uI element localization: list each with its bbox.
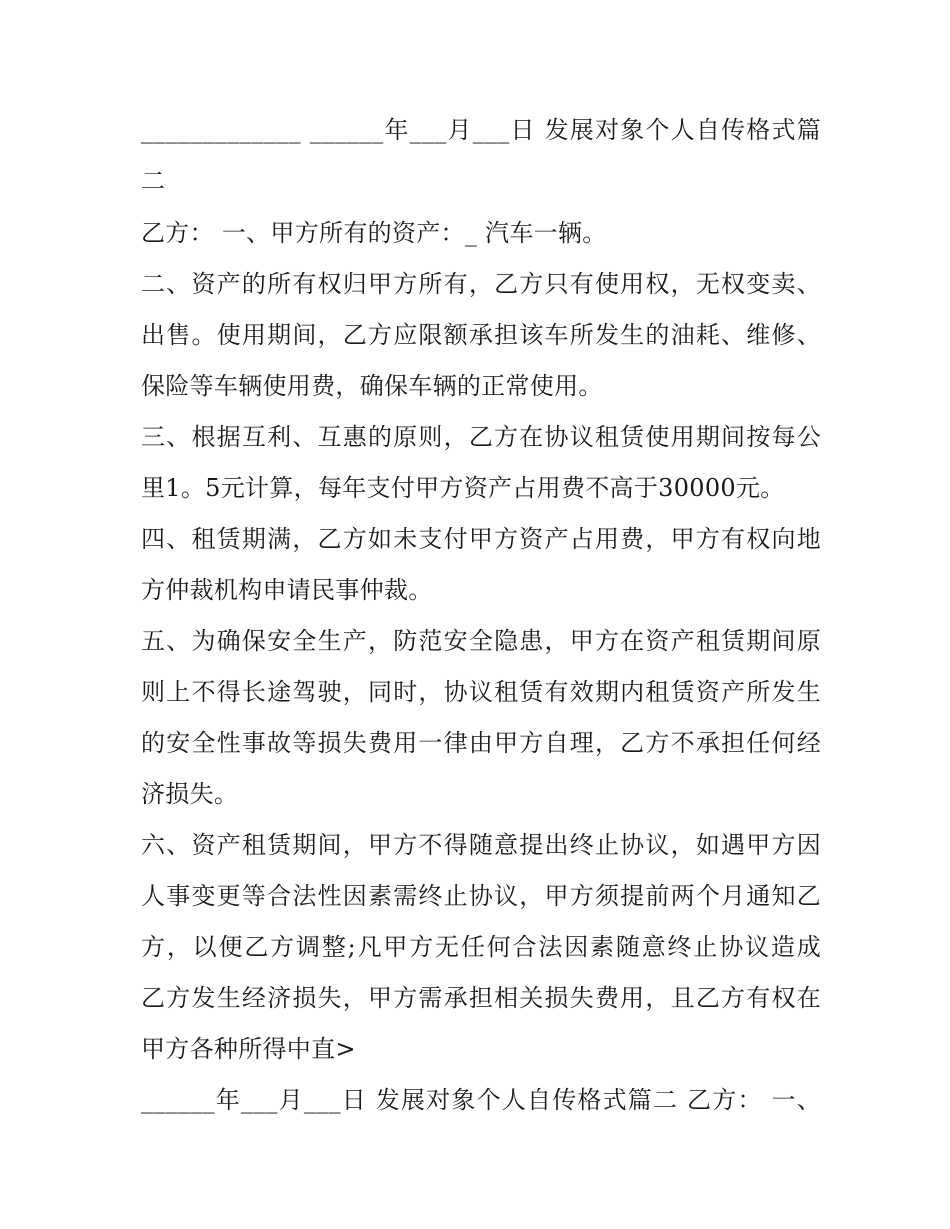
text-line-8: 里1。5元计算，每年支付甲方资产占用费不高于30000元。: [141, 474, 785, 502]
text-line-4: 二、资产的所有权归甲方所有，乙方只有使用权，无权变卖、: [141, 270, 821, 298]
text-line-1: _____________ ______年___月___日 发展对象个人自传格式篇: [141, 116, 821, 144]
text-line-14: 济损失。: [141, 780, 239, 808]
text-line-20: ______年___月___日 发展对象个人自传格式篇二 乙方： 一、: [141, 1086, 821, 1114]
text-line-5: 出售。使用期间，乙方应限额承担该车所发生的油耗、维修、: [141, 321, 821, 349]
text-line-2: 二: [141, 167, 166, 195]
text-line-12: 则上不得长途驾驶，同时，协议租赁有效期内租赁资产所发生: [141, 678, 821, 706]
text-line-9: 四、租赁期满，乙方如未支付甲方资产占用费，甲方有权向地: [141, 525, 821, 553]
text-line-15: 六、资产租赁期间，甲方不得随意提出终止协议，如遇甲方因: [141, 831, 821, 859]
text-line-11: 五、为确保安全生产，防范安全隐患，甲方在资产租赁期间原: [141, 627, 821, 655]
text-line-13: 的安全性事故等损失费用一律由甲方自理，乙方不承担任何经: [141, 729, 821, 757]
text-line-18: 乙方发生经济损失，甲方需承担相关损失费用，且乙方有权在: [141, 984, 821, 1012]
text-line-7: 三、根据互利、互惠的原则，乙方在协议租赁使用期间按每公: [141, 423, 821, 451]
text-line-6: 保险等车辆使用费，确保车辆的正常使用。: [141, 372, 603, 400]
text-line-10: 方仲裁机构申请民事仲裁。: [141, 576, 433, 604]
text-line-3: 乙方： 一、甲方所有的资产：_ 汽车一辆。: [141, 219, 607, 247]
text-line-19: 甲方各种所得中直>: [141, 1035, 356, 1063]
text-line-16: 人事变更等合法性因素需终止协议，甲方须提前两个月通知乙: [141, 882, 821, 910]
text-line-17: 方，以便乙方调整;凡甲方无任何合法因素随意终止协议造成: [141, 933, 821, 961]
